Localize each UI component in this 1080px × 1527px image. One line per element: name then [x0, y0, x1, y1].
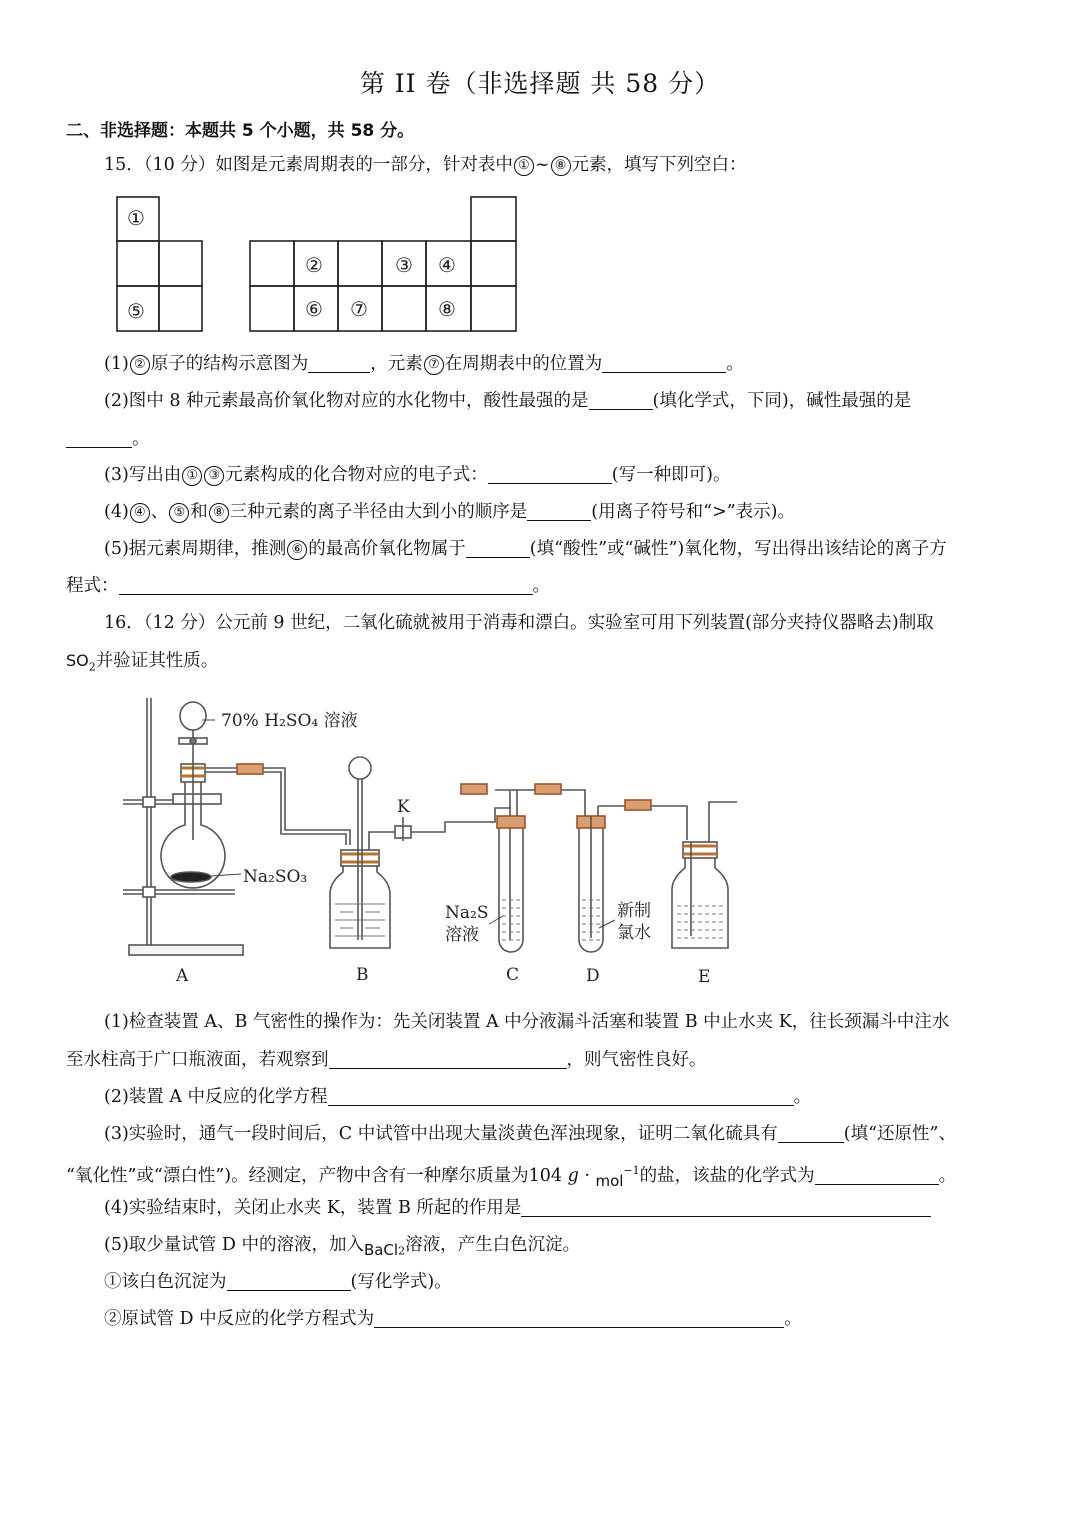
q15-part1: (1) ② 原子的结构示意图为 ，元素 ⑦ 在周期表中的位置为 。: [104, 354, 744, 374]
label-b: B: [356, 965, 369, 985]
answer-blank[interactable]: [466, 539, 530, 558]
label-e: E: [698, 967, 711, 987]
q16-intro: 16．（12 分）公元前 9 世纪，二氧化硫就被用于消毒和漂白。实验室可用下列装置(部分夹持仪器略去)制取: [104, 613, 934, 633]
label-d: D: [586, 966, 600, 986]
answer-blank[interactable]: [521, 1198, 931, 1217]
label-h2so4: 70% H₂SO₄ 溶液: [221, 711, 358, 731]
answer-blank[interactable]: [602, 354, 726, 373]
answer-blank[interactable]: [374, 1309, 784, 1328]
answer-blank[interactable]: [589, 391, 653, 410]
answer-blank[interactable]: [778, 1124, 844, 1143]
q16-intro-cont: $SO_2$并验证其性质。: [66, 651, 219, 674]
q16-part1: (1)检查装置 A、B 气密性的操作为：先关闭装置 A 中分液漏斗活塞和装置 B 中止水夹 K，往长颈漏斗中注水: [104, 1012, 950, 1032]
label-k: K: [397, 797, 410, 817]
page-title: 第 II 卷（非选择题 共 58 分）: [359, 69, 721, 98]
cell-mark-6: ⑥: [305, 297, 323, 321]
answer-blank[interactable]: [119, 576, 533, 595]
q15-part2: (2)图中 8 种元素最高价氧化物对应的水化物中，酸性最强的是 (填化学式，下同)，碱性最强的是: [104, 391, 912, 411]
cell-mark-5: ⑤: [127, 299, 145, 323]
q15-intro: 15．（10 分）如图是元素周期表的一部分，针对表中 ① ~ ⑧ 元素，填写下列空白：: [104, 155, 747, 175]
q16-part1-cont: 至水柱高于广口瓶液面，若观察到 ，则气密性良好。: [66, 1050, 707, 1070]
label-c: C: [506, 965, 520, 985]
q16-part5: (5)取少量试管 D 中的溶液，加入BaCl$_2$溶液，产生白色沉淀。: [104, 1235, 581, 1259]
q16-part5-2: ②原试管 D 中反应的化学方程式为 。: [104, 1309, 802, 1329]
answer-blank[interactable]: [227, 1272, 351, 1291]
q16-part2: (2)装置 A 中反应的化学方程 。: [104, 1087, 812, 1107]
answer-blank[interactable]: [815, 1166, 939, 1185]
answer-blank[interactable]: [308, 354, 370, 373]
apparatus-figure: [115, 690, 755, 990]
label-na2s-solution: 溶液: [445, 925, 479, 945]
q15-part3: (3)写出由 ① ③ 元素构成的化合物对应的电子式： (写一种即可)。: [104, 465, 731, 485]
answer-blank[interactable]: [329, 1050, 567, 1069]
q16-part3: (3)实验时，通气一段时间后，C 中试管中出现大量淡黄色浑浊现象，证明二氧化硫具有 (填“还原性”、: [104, 1124, 956, 1144]
answer-blank[interactable]: [328, 1087, 794, 1106]
label-a: A: [176, 966, 189, 986]
cell-mark-8: ⑧: [438, 297, 456, 321]
q15-part4: (4) ④ 、 ⑤ 和 ⑧ 三种元素的离子半径由大到小的顺序是 (用离子符号和“>”表示)。: [104, 502, 796, 522]
cell-mark-3: ③: [395, 253, 413, 277]
q16-part4: (4)实验结束时，关闭止水夹 K，装置 B 所起的作用是: [104, 1197, 931, 1219]
q15-part5: (5)据元素周期律，推测 ⑥ 的最高价氧化物属于 (填“酸性”或“碱性”)氧化物，写出得出该结论的离子方: [104, 539, 947, 559]
q16-part5-1: ①该白色沉淀为 (写化学式)。: [104, 1272, 452, 1292]
label-chlorine-water: 氯水: [617, 923, 651, 943]
cell-mark-2: ②: [305, 253, 323, 277]
cell-mark-1: ①: [127, 206, 145, 230]
cell-mark-4: ④: [438, 253, 456, 277]
answer-blank[interactable]: [527, 502, 591, 521]
answer-blank[interactable]: [66, 429, 132, 448]
q15-part2-cont: 。: [66, 428, 150, 450]
label-na2s: Na₂S: [445, 903, 489, 923]
q15-part5-cont: 程式： 。: [66, 576, 550, 596]
section-heading: 二、非选择题：本题共 5 个小题，共 58 分。: [66, 121, 415, 141]
q16-part3-cont: “氧化性”或“漂白性”)。经测定，产物中含有一种摩尔质量为104 g · mol$^{-1}$的盐，该盐的化学式为 。: [66, 1164, 957, 1190]
label-chlorine: 新制: [617, 901, 651, 921]
answer-blank[interactable]: [488, 465, 612, 484]
label-na2so3: Na₂SO₃: [243, 867, 308, 887]
periodic-table-fragment: [110, 192, 530, 337]
cell-mark-7: ⑦: [350, 297, 368, 321]
